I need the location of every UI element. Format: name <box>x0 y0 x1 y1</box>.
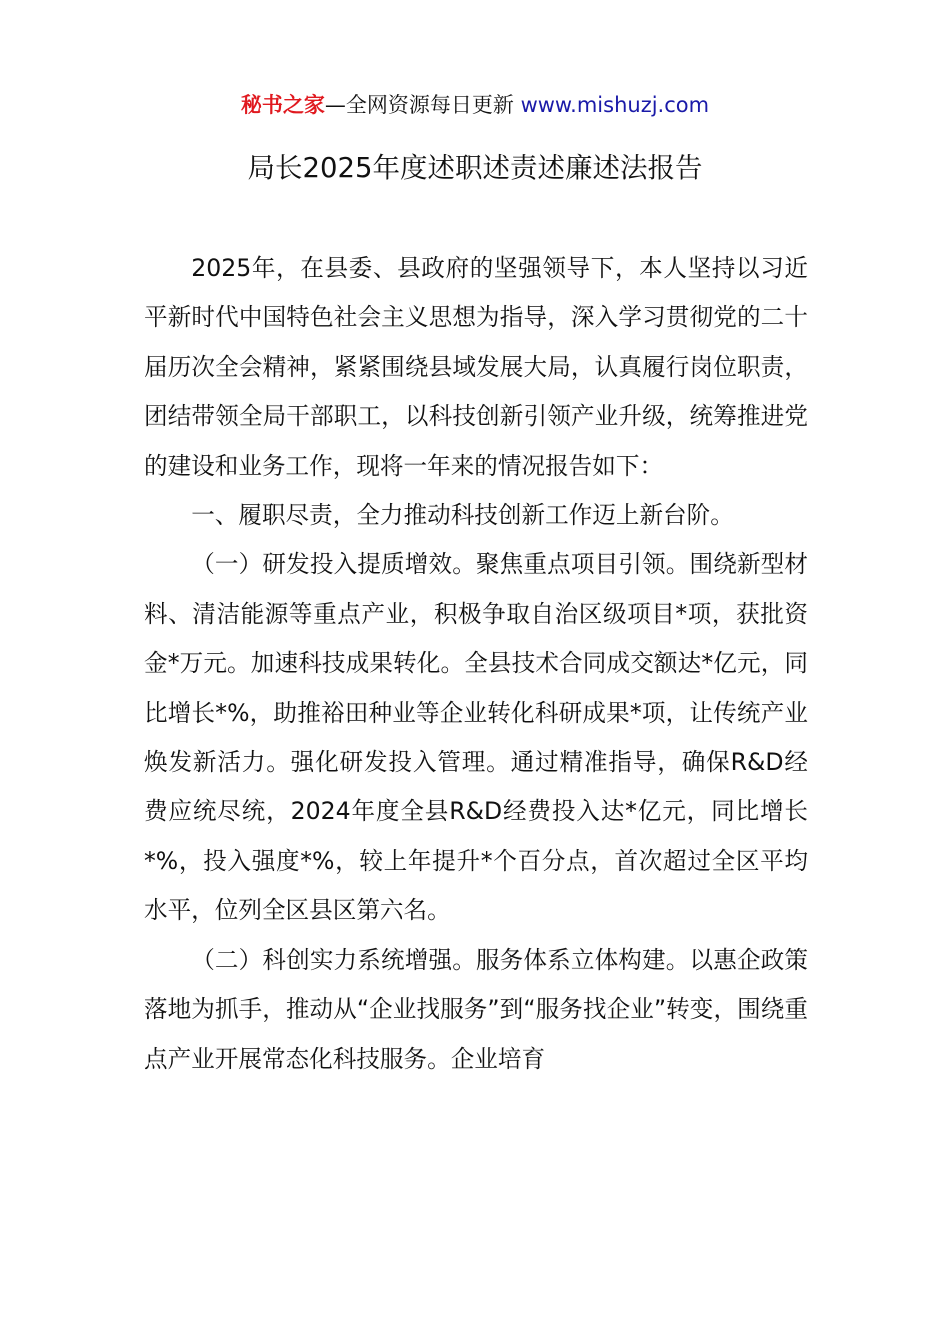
document-title: 局长2025年度述职述责述廉述法报告 <box>247 152 703 184</box>
document-body <box>144 244 808 1084</box>
section-heading: 一、履职尽责，全力推动科技创新工作迈上新台阶。 <box>191 501 734 530</box>
body-paragraph: （二）科创实力系统增强。服务体系立体构建。以惠企政策落地为抓手，推动从“企业找服务”到“服务找企业”转变，围绕重点产业开展常态化科技服务。企业培育 <box>144 945 808 1073</box>
header-tagline: —全网资源每日更新 <box>324 93 521 117</box>
intro-paragraph: 2025年，在县委、县政府的坚强领导下，本人坚持以习近平新时代中国特色社会主义思想为指导，深入学习贯彻党的二十届历次全会精神，紧紧围绕县域发展大局，认真履行岗位职责，团结带领全局干部职工，以科技创新引领产业升级，统筹推进党的建设和业务工作，现将一年来的情况报告如下： <box>144 254 808 480</box>
site-url[interactable]: www.mishuzj.com <box>520 93 710 117</box>
body-paragraph: （一）研发投入提质增效。聚焦重点项目引领。围绕新型材料、清洁能源等重点产业，积极争取自治区级项目*项，获批资金*万元。加速科技成果转化。全县技术合同成交额达*亿元，同比增长*%，助推裕田种业等企业转化科研成果*项，让传统产业焕发新活力。强化研发投入管理。通过精准指导，确保R&D经费应统尽统，2024年度全县R&D经费投入达*亿元，同比增长*%，投入强度*%，较上年提升*个百分点，首次超过全区平均水平，位列全区县区第六名。 <box>144 550 808 925</box>
source-header <box>0 88 950 122</box>
brand-name: 秘书之家 <box>240 93 325 117</box>
